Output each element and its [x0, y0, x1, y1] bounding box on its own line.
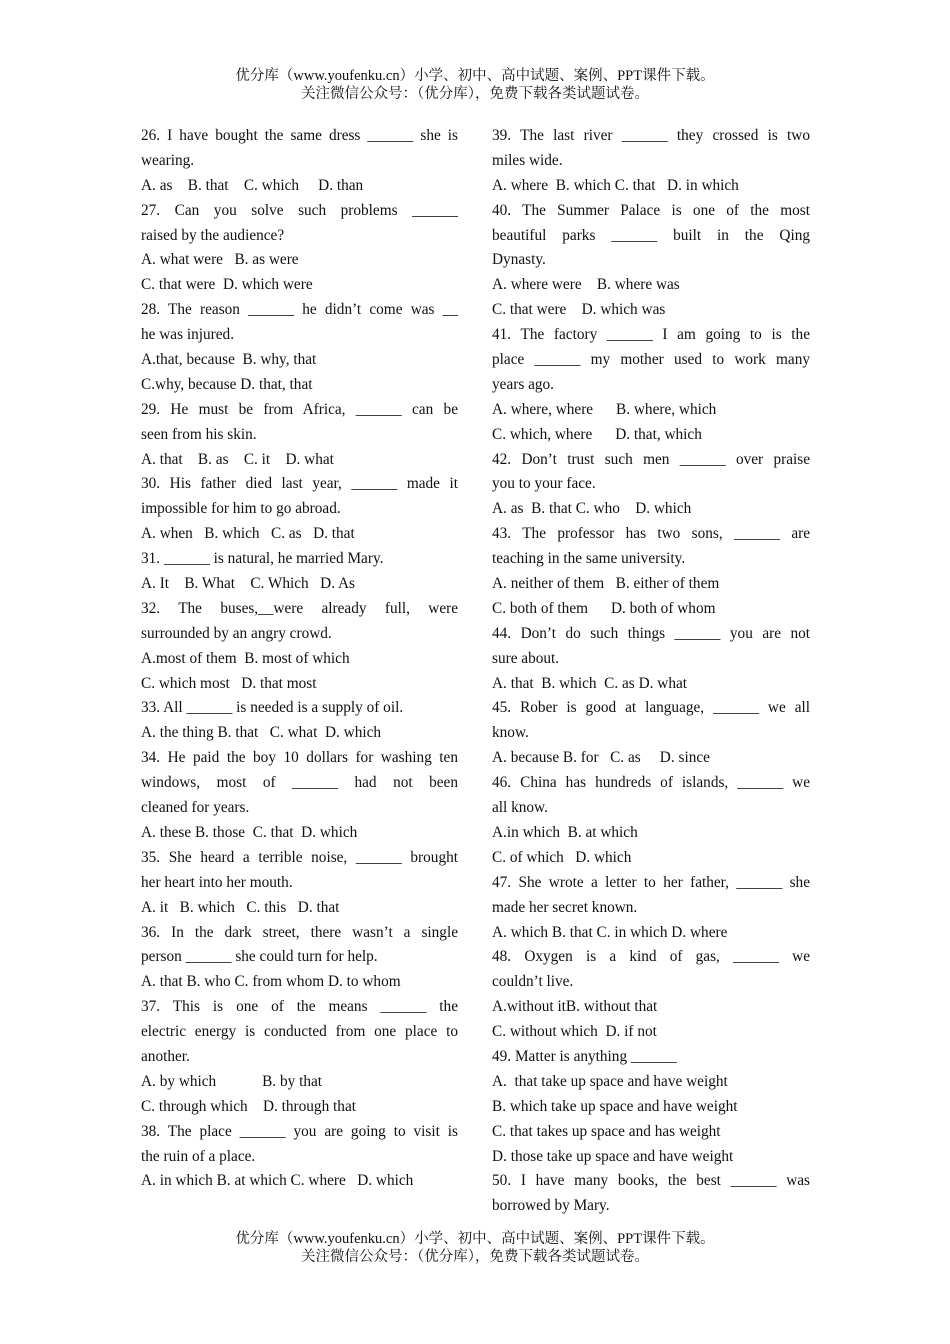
text-line: 39. The last river ______ they crossed is two: [492, 127, 810, 144]
text-line: place ______ my mother used to work many: [492, 351, 810, 369]
text-line: 45. Rober is good at language, ______ we all: [492, 699, 810, 717]
text-line: her heart into her mouth.: [141, 873, 293, 891]
text-line: A. that B. who C. from whom D. to whom: [141, 973, 401, 991]
text-line: C. that takes up space and has weight: [492, 1122, 721, 1140]
text-line: 46. China has hundreds of islands, ______ we: [492, 774, 810, 792]
text-line: A.that, because B. why, that: [141, 351, 317, 369]
text-line: the ruin of a place.: [141, 1147, 256, 1165]
text-line: 47. She wrote a letter to her father, ______ she: [492, 873, 810, 891]
text-line: 26. I have bought the same dress ______ she is: [141, 127, 458, 144]
header-line-2: 关注微信公众号：（优分库），免费下载各类试题试卷。: [301, 86, 649, 102]
text-line: beautiful parks ______ built in the Qing: [492, 226, 810, 244]
text-line: D. those take up space and have weight: [492, 1147, 734, 1165]
text-line: 38. The place ______ you are going to visit is: [141, 1122, 458, 1140]
text-line: cleaned for years.: [141, 799, 250, 817]
text-line: windows, most of ______ had not been: [141, 774, 458, 792]
text-line: A. that take up space and have weight: [492, 1072, 728, 1090]
text-line: 32. The buses,__were already full, were: [141, 599, 458, 617]
text-line: borrowed by Mary.: [492, 1197, 610, 1215]
text-line: miles wide.: [492, 151, 563, 169]
text-line: 35. She heard a terrible noise, ______ brought: [141, 848, 458, 866]
text-line: A. which B. that C. in which D. where: [492, 923, 728, 941]
text-line: seen from his skin.: [141, 425, 257, 443]
text-line: C. that were D. which was: [492, 301, 666, 319]
text-line: wearing.: [141, 151, 195, 169]
text-line: teaching in the same university.: [492, 550, 686, 568]
text-line: impossible for him to go abroad.: [141, 500, 341, 518]
text-line: A. where were B. where was: [492, 276, 680, 294]
footer-line-2: 关注微信公众号：（优分库），免费下载各类试题试卷。: [301, 1249, 649, 1265]
text-line: A. these B. those C. that D. which: [141, 823, 358, 841]
text-line: person ______ she could turn for help.: [141, 948, 378, 966]
right-question-column: [492, 124, 810, 1219]
text-line: A.most of them B. most of which: [141, 649, 350, 667]
text-line: A. when B. which C. as D. that: [141, 525, 355, 543]
text-line: 27. Can you solve such problems ______: [141, 201, 458, 219]
text-line: C. of which D. which: [492, 848, 632, 866]
text-line: all know.: [492, 799, 548, 817]
text-line: 28. The reason ______ he didn’t come was __: [141, 301, 458, 319]
text-line: you to your face.: [492, 475, 596, 493]
text-line: 50. I have many books, the best ______ was: [492, 1172, 810, 1190]
text-line: C. which most D. that most: [141, 674, 317, 692]
text-line: 48. Oxygen is a kind of gas, ______ we: [492, 948, 810, 966]
text-line: A. because B. for C. as D. since: [492, 749, 710, 767]
text-line: surrounded by an angry crowd.: [141, 624, 332, 642]
header-line-1: 优分库（www.youfenku.cn）小学、初中、高中试题、案例、PPT课件下载。: [235, 68, 715, 84]
text-line: A. that B. which C. as D. what: [492, 674, 688, 692]
text-line: electric energy is conducted from one place to: [141, 1023, 458, 1041]
text-line: A.in which B. at which: [492, 823, 638, 841]
text-line: he was injured.: [141, 326, 235, 344]
text-line: 40. The Summer Palace is one of the most: [492, 201, 810, 219]
text-line: A. that B. as C. it D. what: [141, 450, 334, 468]
text-line: B. which take up space and have weight: [492, 1097, 738, 1115]
footer-line-1: 优分库（www.youfenku.cn）小学、初中、高中试题、案例、PPT课件下载。: [235, 1231, 715, 1247]
text-line: C. both of them D. both of whom: [492, 599, 716, 617]
text-line: made her secret known.: [492, 898, 638, 916]
text-line: C. that were D. which were: [141, 276, 313, 294]
text-line: years ago.: [492, 375, 555, 393]
text-line: 29. He must be from Africa, ______ can be: [141, 400, 458, 418]
text-line: 44. Don’t do such things ______ you are not: [492, 624, 810, 642]
text-line: 37. This is one of the means ______ the: [141, 998, 458, 1016]
text-line: A. in which B. at which C. where D. which: [141, 1172, 414, 1190]
text-line: 30. His father died last year, ______ made it: [141, 475, 458, 493]
text-line: 41. The factory ______ I am going to is the: [492, 326, 810, 344]
left-question-column: [141, 124, 458, 1194]
text-line: A. as B. that C. who D. which: [492, 500, 692, 518]
text-line: A. what were B. as were: [141, 251, 299, 269]
text-line: 33. All ______ is needed is a supply of oil.: [141, 699, 404, 717]
text-line: 49. Matter is anything ______: [492, 1047, 677, 1065]
text-line: A. the thing B. that C. what D. which: [141, 724, 382, 742]
text-line: A. where, where B. where, which: [492, 400, 717, 418]
text-line: A. It B. What C. Which D. As: [141, 575, 356, 593]
text-line: 36. In the dark street, there wasn’t a single: [141, 923, 458, 941]
text-line: 42. Don’t trust such men ______ over praise: [492, 450, 810, 468]
text-line: A. by which B. by that: [141, 1072, 323, 1090]
text-line: C.why, because D. that, that: [141, 375, 313, 393]
page-header: [0, 67, 950, 103]
text-line: 43. The professor has two sons, ______ are: [492, 525, 810, 543]
text-line: 31. ______ is natural, he married Mary.: [141, 550, 384, 568]
text-line: sure about.: [492, 649, 560, 667]
text-line: C. through which D. through that: [141, 1097, 356, 1115]
text-line: know.: [492, 724, 529, 742]
page-footer: [0, 1230, 950, 1266]
text-line: A.without itB. without that: [492, 998, 658, 1016]
text-line: couldn’t live.: [492, 973, 574, 991]
text-line: A. as B. that C. which D. than: [141, 176, 364, 194]
text-line: A. it B. which C. this D. that: [141, 898, 340, 916]
text-line: A. where B. which C. that D. in which: [492, 176, 739, 194]
text-line: another.: [141, 1047, 190, 1065]
text-line: 34. He paid the boy 10 dollars for washing ten: [141, 749, 458, 767]
text-line: A. neither of them B. either of them: [492, 575, 720, 593]
text-line: C. without which D. if not: [492, 1023, 657, 1041]
text-line: raised by the audience?: [141, 226, 285, 244]
text-line: C. which, where D. that, which: [492, 425, 702, 443]
text-line: Dynasty.: [492, 251, 546, 269]
